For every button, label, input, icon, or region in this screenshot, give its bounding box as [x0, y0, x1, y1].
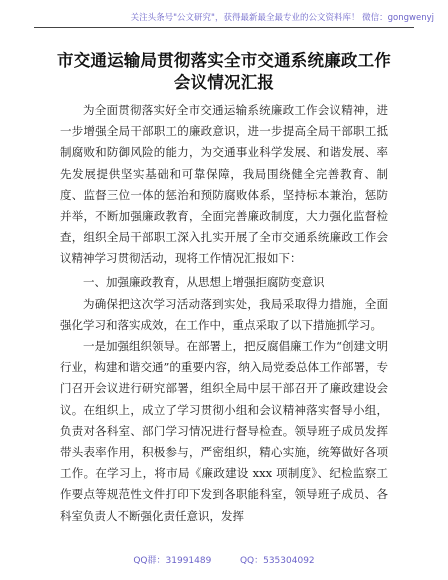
- qq-group-number: 31991489: [165, 556, 212, 566]
- document-body: [60, 100, 388, 527]
- section-heading: 一、加强廉政教育，从思想上增强拒腐防变意识: [83, 274, 325, 289]
- header-divider: [34, 27, 414, 28]
- footer-contact: [0, 553, 448, 566]
- body-paragraph: 为确保把这次学习活动落到实处，我局采取得力措施，全面强化学习和落实成效，在工作中，重点采取了以下措施抓学习。: [60, 296, 388, 332]
- intro-paragraph: 为全面贯彻落实好全市交通运输系统廉政工作会议精神，进一步增强全局干部职工的廉政意识，进一步提高全局干部职工抵制腐败和防御风险的能力，为交通事业科学发展、和谐发展、率先发展提供坚实基础和可靠保障，我局围绕健全完善教育、制度、监督三位一体的惩治和预防腐败体系，坚持标本兼治，惩防并举，不断加强廉政教育，全面完善廉政制度，大力强化监督检查，组织全局干部职工深入扎实开展了全市交通系统廉政工作会议精神学习贯彻活动，现将工作情况汇报如下：: [60, 103, 388, 266]
- title-line-1: 市交通运输局贯彻落实全市交通系统廉政工作: [57, 51, 391, 70]
- qq-label: QQ：: [239, 556, 264, 566]
- qq-group-label: QQ群：: [133, 556, 166, 566]
- document-title: [34, 50, 414, 94]
- qq-number: 535304092: [263, 556, 315, 566]
- title-line-2: 会议情况汇报: [173, 73, 275, 92]
- body-paragraph: 一是加强组织领导。在部署上，把反腐倡廉工作为“创建文明行业，构建和谐交通”的重要内容，纳入局党委总体工作部署，专门召开会议进行研究部署，组织全局中层干部召开了廉政建设会议。在组织上，成立了学习贯彻小组和会议精神落实督导小组，负责对各科室、部门学习情况进行督导检查。领导班子成员发挥带头表率作用，积极参与，严密组织，精心实施，统筹做好各项工作。在学习上，将市局《廉政建设 xxx 项制度》、纪检监察工作要点等规范性文件打印下发到各职能科室，领导班子成员、各科室负责人不断强化责任意识，发挥: [60, 339, 388, 523]
- header-banner: 关注头条号"公文研究"，获得最新最全最专业的公文资料库！ 微信：gongwenyj: [130, 13, 434, 23]
